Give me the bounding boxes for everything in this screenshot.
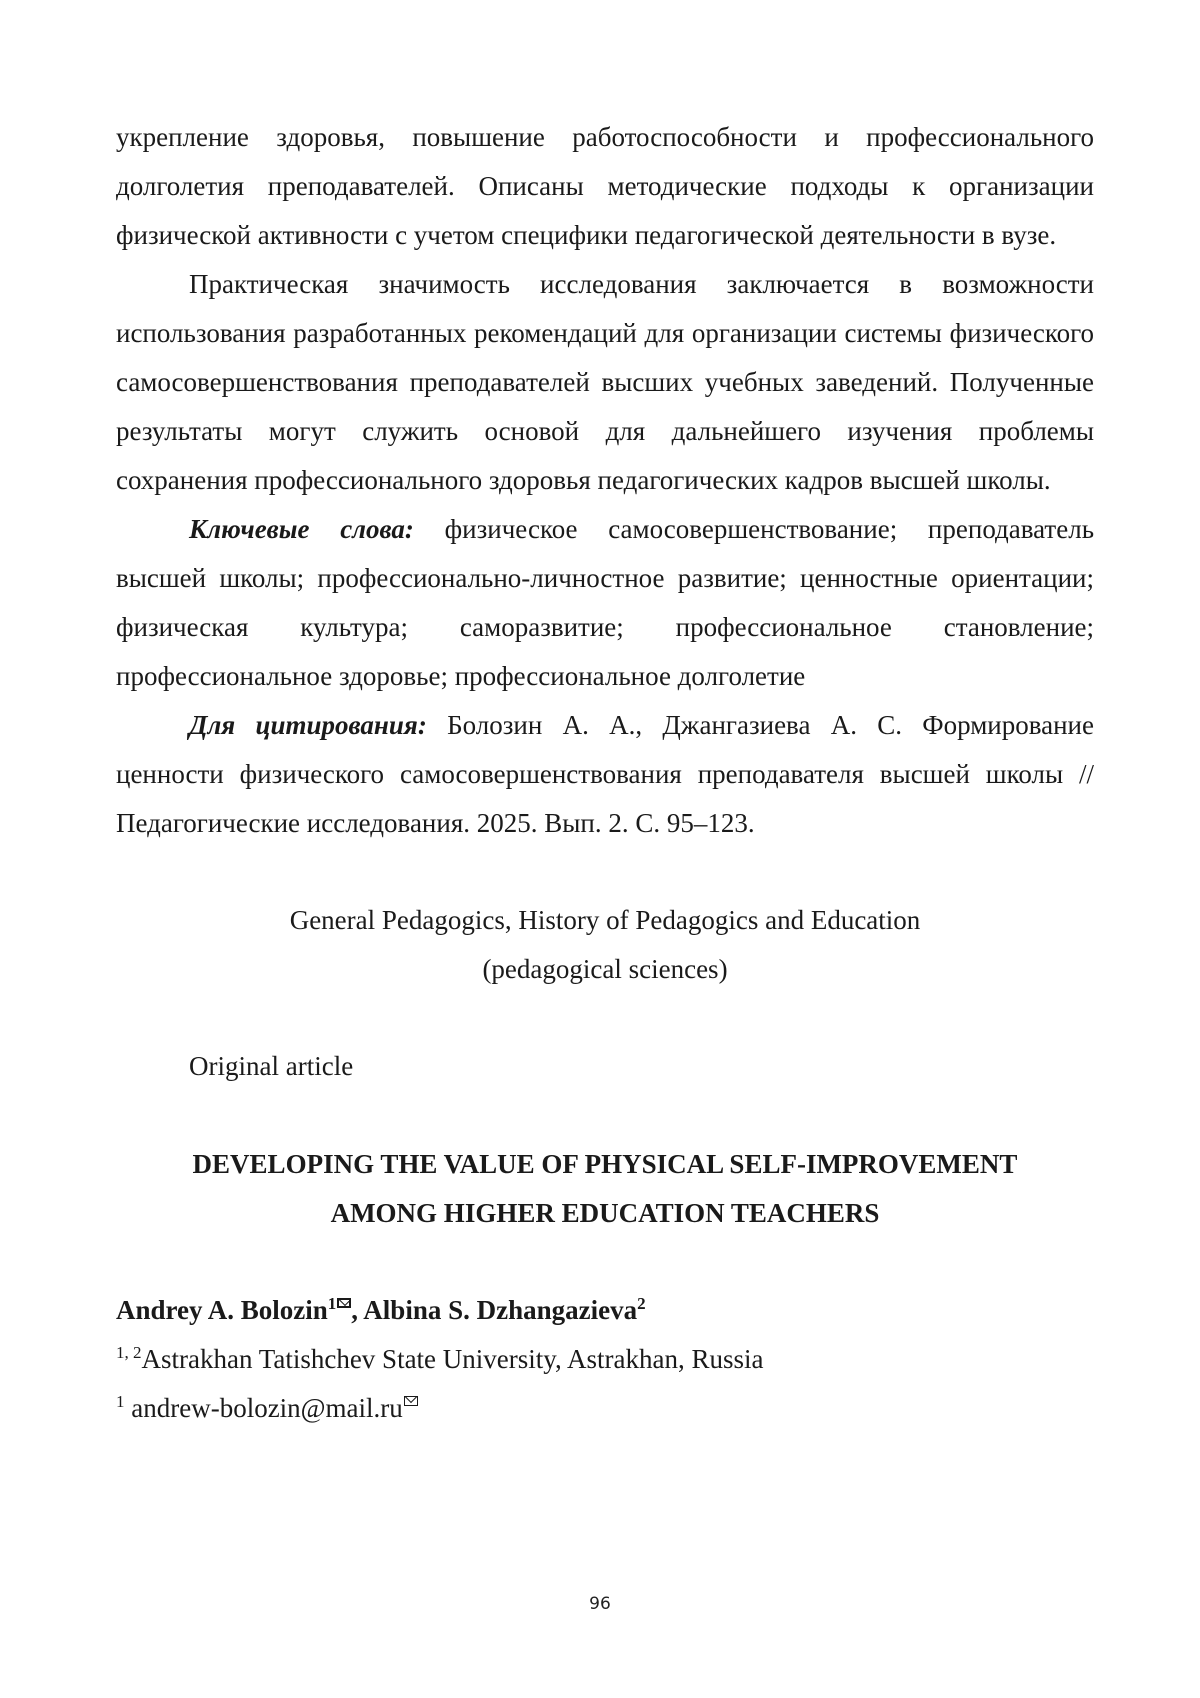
envelope-icon [337,1298,351,1308]
affiliation-marks: 1, 2 [116,1343,142,1362]
abstract-paragraph-continued: укрепление здоровья, повышение работоспособности и профессионального долголетия преподавателей. Описаны методические подходы к организации физической активности с учетом специфики педагогической деятельности в вузе. [116,122,1094,250]
author-2-name: Albina S. Dzhangazieva [363,1295,638,1325]
email-link[interactable]: andrew-bolozin@mail.ru [124,1393,403,1423]
authors-separator: , [351,1295,364,1325]
practical-significance-paragraph: Практическая значимость исследования заключается в возможности использования разработанных рекомендаций для организации системы физического самосовершенствования преподавателей высших учебных заведений. Полученные результаты могут служить основой для дальнейшего изучения проблемы сохранения профессионального здоровья педагогических кадров высшей школы. [116,269,1094,495]
page-number: 96 [589,1594,611,1614]
authors-line [116,1286,1094,1335]
page-body [116,113,1094,1433]
author-1-name: Andrey A. Bolozin [116,1295,328,1325]
affiliation [116,1335,1094,1384]
article-title-line-2: AMONG HIGHER EDUCATION TEACHERS [330,1198,880,1228]
rubric-line-2: (pedagogical sciences) [482,954,728,984]
author-1 [116,1295,351,1325]
article-type: Original article [189,1051,354,1081]
article-title-line-1: DEVELOPING THE VALUE OF PHYSICAL SELF-IMPROVEMENT [192,1149,1018,1179]
citation-paragraph [116,701,1094,848]
citation-text: Болозин А. А., Джангазиева А. С. Формирование ценности физического самосовершенствования преподавателя высшей школы // Педагогические исследования. 2025. Вып. 2. С. 95–123. [116,710,1094,838]
author-2 [363,1295,645,1325]
author-2-affiliation-mark: 2 [637,1294,646,1313]
rubric [116,896,1094,994]
email-mark: 1 [116,1392,125,1411]
affiliation-text: Astrakhan Tatishchev State University, Astrakhan, Russia [141,1344,764,1374]
rubric-line-1: General Pedagogics, History of Pedagogics and Education [289,905,921,935]
author-1-affiliation-mark: 1 [327,1294,337,1313]
keywords-paragraph [116,505,1094,701]
keywords-label: Ключевые слова: [189,514,414,544]
author-email [116,1384,1094,1433]
keywords-text: физическое самосовершенствование; преподаватель высшей школы; профессионально-личностное развитие; ценностные ориентации; физическая культура; саморазвитие; профессиональное становление; профессиональное здоровье; профессиональное долголетие [116,514,1095,691]
envelope-icon [404,1396,418,1406]
citation-label: Для цитирования: [189,710,427,740]
article-title [116,1140,1094,1238]
